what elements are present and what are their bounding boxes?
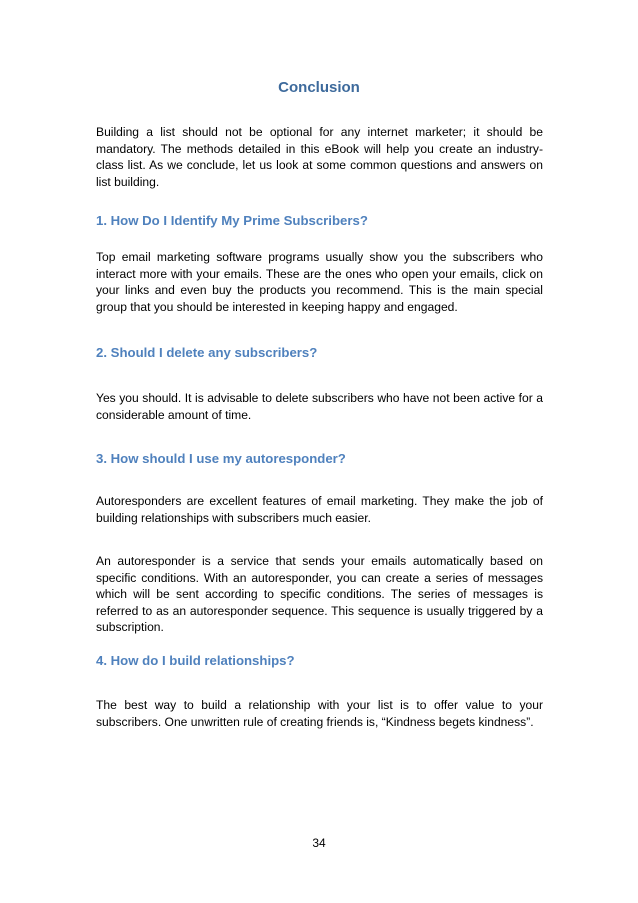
section-3-paragraph-1: Autoresponders are excellent features of email marketing. They make the job of building relationships with subscribers much easier.: [96, 494, 543, 525]
section-heading-3: 3. How should I use my autoresponder?: [96, 451, 346, 466]
page-title: Conclusion: [278, 79, 360, 96]
intro-paragraph: Building a list should not be optional for any internet marketer; it should be mandatory. The methods detailed in this eBook will help you create an industry-class list. As we conclude, let us look at some common questions and answers on list building.: [96, 125, 543, 189]
section-heading-2: 2. Should I delete any subscribers?: [96, 345, 318, 360]
page-number: 34: [312, 836, 326, 850]
section-3-paragraph-2: An autoresponder is a service that sends your emails automatically based on specific conditions. With an autoresponder, you can create a series of messages which will be sent according to specific conditions. The series of messages is referred to as an autoresponder sequence. This sequence is usually triggered by a subscription.: [96, 554, 543, 635]
section-1-paragraph-1: Top email marketing software programs usually show you the subscribers who interact more with your emails. These are the ones who open your emails, click on your links and even buy the products you recommend. This is the main special group that you should be interested in keeping happy and engaged.: [96, 250, 543, 314]
section-4-paragraph-1: The best way to build a relationship with your list is to offer value to your subscribers. One unwritten rule of creating friends is, “Kindness begets kindness”.: [96, 698, 543, 729]
section-2-paragraph-1: Yes you should. It is advisable to delete subscribers who have not been active for a considerable amount of time.: [96, 391, 543, 422]
section-heading-4: 4. How do I build relationships?: [96, 653, 295, 668]
section-heading-1: 1. How Do I Identify My Prime Subscribers?: [96, 213, 368, 228]
